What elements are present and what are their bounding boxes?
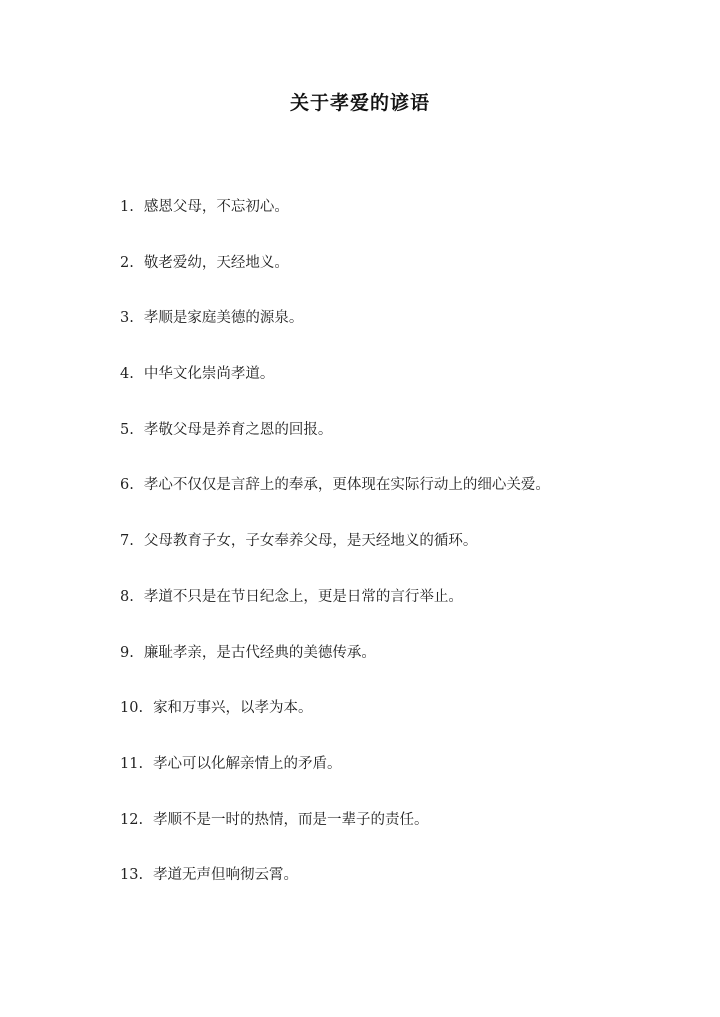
list-item-number: 3. xyxy=(120,310,134,327)
list-item-text: 家和万事兴，以孝为本。 xyxy=(153,700,313,717)
list-item-number: 7. xyxy=(120,533,134,550)
list-item-number: 2. xyxy=(120,254,134,271)
list-item xyxy=(120,753,550,809)
list-item xyxy=(120,474,550,530)
list-item-text: 感恩父母，不忘初心。 xyxy=(143,199,289,215)
list-item-text: 孝心不仅仅是言辞上的奉承，更体现在实际行动上的细心关爱。 xyxy=(143,477,550,494)
list-item-number: 12. xyxy=(120,811,144,828)
list-item xyxy=(120,586,550,642)
list-item-text: 敬老爱幼，天经地义。 xyxy=(143,254,289,271)
list-item-number: 6. xyxy=(120,477,134,494)
list-item xyxy=(120,196,550,252)
list-item xyxy=(120,307,550,363)
list-item-text: 孝道无声但响彻云霄。 xyxy=(153,867,299,884)
list-item xyxy=(120,809,550,865)
list-item-text: 孝心可以化解亲情上的矛盾。 xyxy=(153,755,342,772)
list-item-number: 10. xyxy=(120,700,144,717)
list-item xyxy=(120,864,550,920)
list-item-number: 13. xyxy=(120,867,144,884)
list-item-number: 1. xyxy=(120,199,134,215)
list-item xyxy=(120,363,550,419)
list-item-text: 廉耻孝亲，是古代经典的美德传承。 xyxy=(143,644,376,661)
list-item-number: 4. xyxy=(120,366,134,383)
list-item xyxy=(120,530,550,586)
list-item-text: 孝敬父母是养育之恩的回报。 xyxy=(143,421,333,438)
list-item-text: 父母教育子女，子女奉养父母，是天经地义的循环。 xyxy=(143,533,478,550)
list-item-number: 8. xyxy=(120,588,134,605)
list-item xyxy=(120,419,550,475)
list-item-text: 孝顺是家庭美德的源泉。 xyxy=(143,310,304,327)
list-item-number: 5. xyxy=(120,421,134,438)
list-item-text: 孝道不只是在节日纪念上，更是日常的言行举止。 xyxy=(143,588,463,605)
list-item-text: 孝顺不是一时的热情，而是一辈子的责任。 xyxy=(153,811,429,828)
list-item xyxy=(120,642,550,698)
page-title: 关于孝爱的谚语 xyxy=(289,92,430,114)
proverb-list xyxy=(120,196,550,920)
list-item xyxy=(120,697,550,753)
list-item xyxy=(120,252,550,308)
list-item-text: 中华文化崇尚孝道。 xyxy=(143,366,275,383)
list-item-number: 11. xyxy=(120,755,144,772)
list-item-number: 9. xyxy=(120,644,134,661)
